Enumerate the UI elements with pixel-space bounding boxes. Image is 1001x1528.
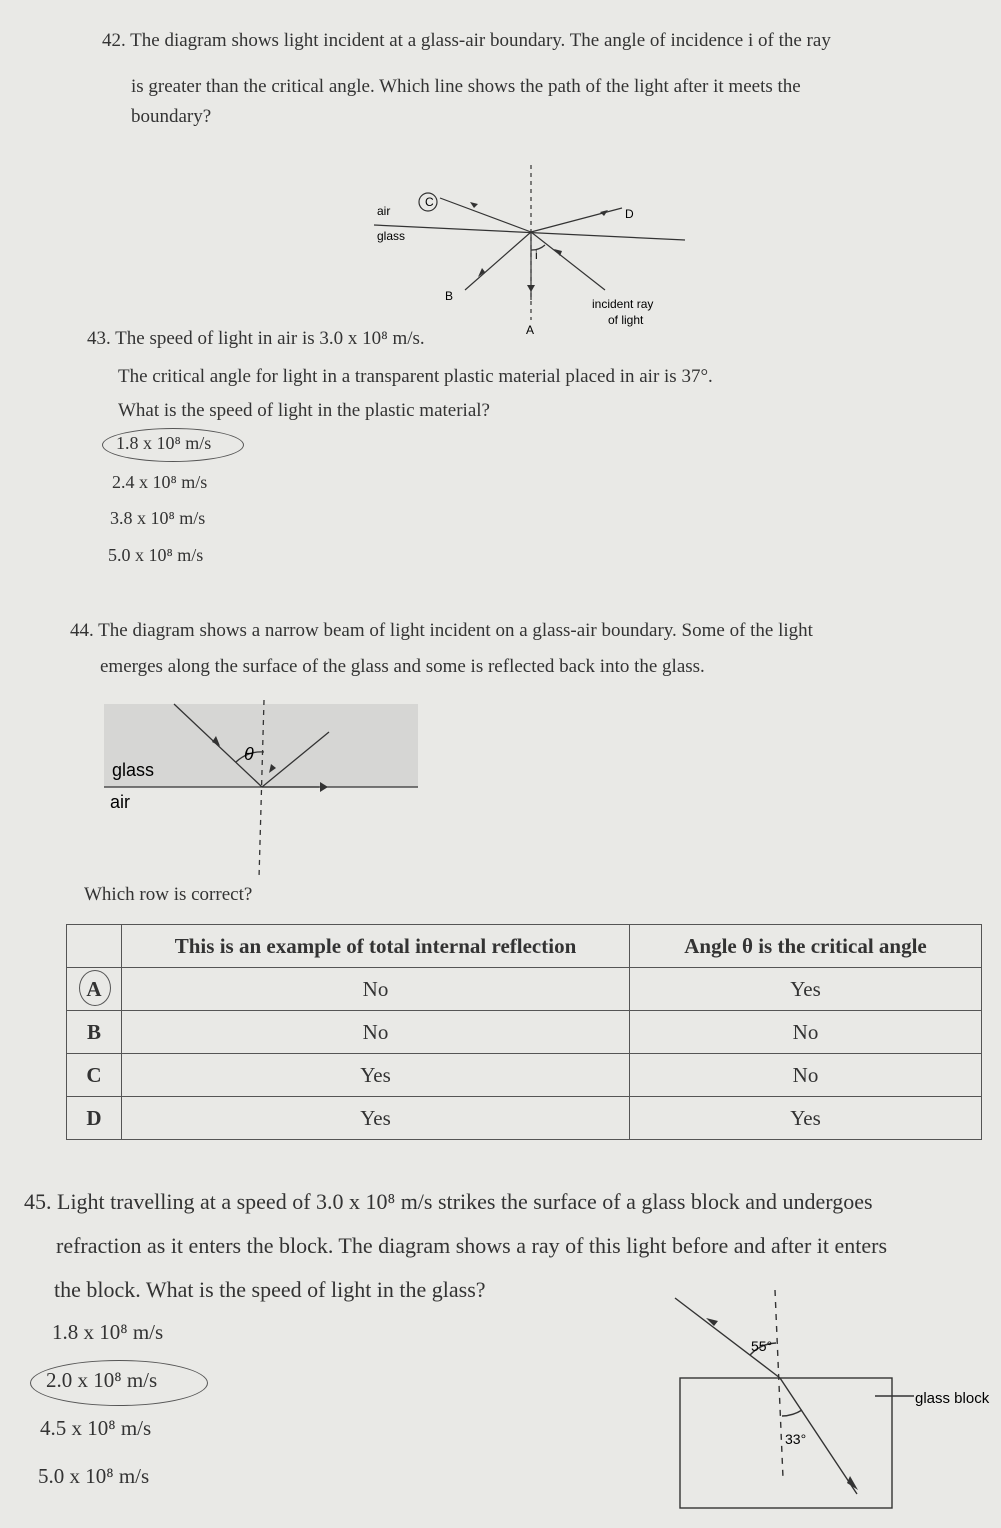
q42-ray-b [465, 232, 531, 290]
q42-boundary-line [374, 225, 685, 240]
row-key: B [67, 1011, 122, 1054]
q42-ray-c [440, 198, 531, 232]
q42-label-d: D [625, 207, 634, 221]
q42-arrow-a [527, 285, 535, 292]
q45-label-33: 33° [785, 1431, 807, 1447]
q42-label-a: A [526, 323, 535, 337]
table-row [67, 1097, 982, 1140]
q44-label-glass: glass [112, 760, 155, 780]
table-row [67, 1011, 982, 1054]
q45-option-4: 5.0 x 10⁸ m/s [38, 1464, 150, 1488]
q42-label-c: C [425, 195, 434, 209]
q45-option-2: 2.0 x 10⁸ m/s [46, 1368, 158, 1392]
q45-line2: refraction as it enters the block. The diagram shows a ray of this light before and after it enters [56, 1233, 888, 1258]
q44-line2: emerges along the surface of the glass and some is reflected back into the glass. [100, 656, 705, 677]
q45-label-glass-block: glass block [915, 1390, 990, 1407]
row-tir: Yes [122, 1054, 630, 1097]
row-key: A [86, 976, 102, 1001]
table-row [67, 968, 982, 1011]
q45-diagram [670, 1288, 1001, 1524]
table-header-row [67, 925, 982, 968]
q45-arrow-incident [706, 1318, 718, 1326]
row-tir: No [122, 968, 630, 1011]
q42-label-incident2: of light [608, 313, 644, 327]
q42-label-air: air [377, 204, 391, 218]
q43-option-4: 5.0 x 10⁸ m/s [108, 545, 204, 565]
q42-incident-ray [531, 232, 605, 290]
q44-label-theta: θ [244, 744, 254, 764]
q42-line2: is greater than the critical angle. Which line shows the path of the light after it meets the [131, 76, 801, 97]
q45-line1: 45. Light travelling at a speed of 3.0 x 10⁸ m/s strikes the surface of a glass block and undergoes [24, 1189, 873, 1214]
row-critical: Yes [630, 968, 982, 1011]
q45-angle-arc-33 [782, 1410, 802, 1416]
row-critical: Yes [630, 1097, 982, 1140]
q43-option-3: 3.8 x 10⁸ m/s [110, 508, 206, 528]
q42-label-i: i [535, 248, 538, 262]
q42-diagram [360, 160, 700, 340]
q42-arrow-c [470, 202, 478, 208]
table-header-critical: Angle θ is the critical angle [630, 925, 982, 968]
q44-question: Which row is correct? [84, 884, 253, 905]
q45-line3: the block. What is the speed of light in the glass? [54, 1277, 486, 1302]
table-row [67, 1054, 982, 1097]
q43-option-2: 2.4 x 10⁸ m/s [112, 472, 208, 492]
table-header-tir: This is an example of total internal reflection [122, 925, 630, 968]
row-critical: No [630, 1054, 982, 1097]
q42-label-glass: glass [377, 229, 406, 243]
q42-arrow-d [600, 210, 608, 216]
q44-answer-table [66, 924, 982, 1140]
q43-line1: 43. The speed of light in air is 3.0 x 10⁸ m/s. [87, 328, 425, 349]
q44-label-air: air [110, 792, 131, 812]
q44-line1: 44. The diagram shows a narrow beam of light incident on a glass-air boundary. Some of the light [70, 620, 813, 641]
q42-line3: boundary? [131, 106, 212, 127]
q43-line3: What is the speed of light in the plastic material? [118, 400, 490, 421]
q42-label-incident1: incident ray [592, 297, 654, 311]
table-header-key [67, 925, 122, 968]
q45-normal-line [775, 1290, 783, 1478]
q44-answer-circle [79, 970, 111, 1006]
q43-option-1: 1.8 x 10⁸ m/s [116, 433, 212, 453]
row-critical: No [630, 1011, 982, 1054]
q42-ray-d [531, 208, 622, 232]
q42-angle-arc [531, 245, 545, 250]
q45-option-3: 4.5 x 10⁸ m/s [40, 1416, 152, 1440]
row-key: D [67, 1097, 122, 1140]
q42-line1: 42. The diagram shows light incident at a glass-air boundary. The angle of incidence i of the ray [102, 30, 831, 51]
row-tir: Yes [122, 1097, 630, 1140]
q42-label-b: B [445, 289, 454, 303]
q44-diagram [104, 700, 424, 880]
q43-line2: The critical angle for light in a transparent plastic material placed in air is 37°. [118, 366, 713, 387]
q45-option-1: 1.8 x 10⁸ m/s [52, 1320, 164, 1344]
row-tir: No [122, 1011, 630, 1054]
row-key: C [67, 1054, 122, 1097]
q45-label-55: 55° [751, 1338, 773, 1354]
